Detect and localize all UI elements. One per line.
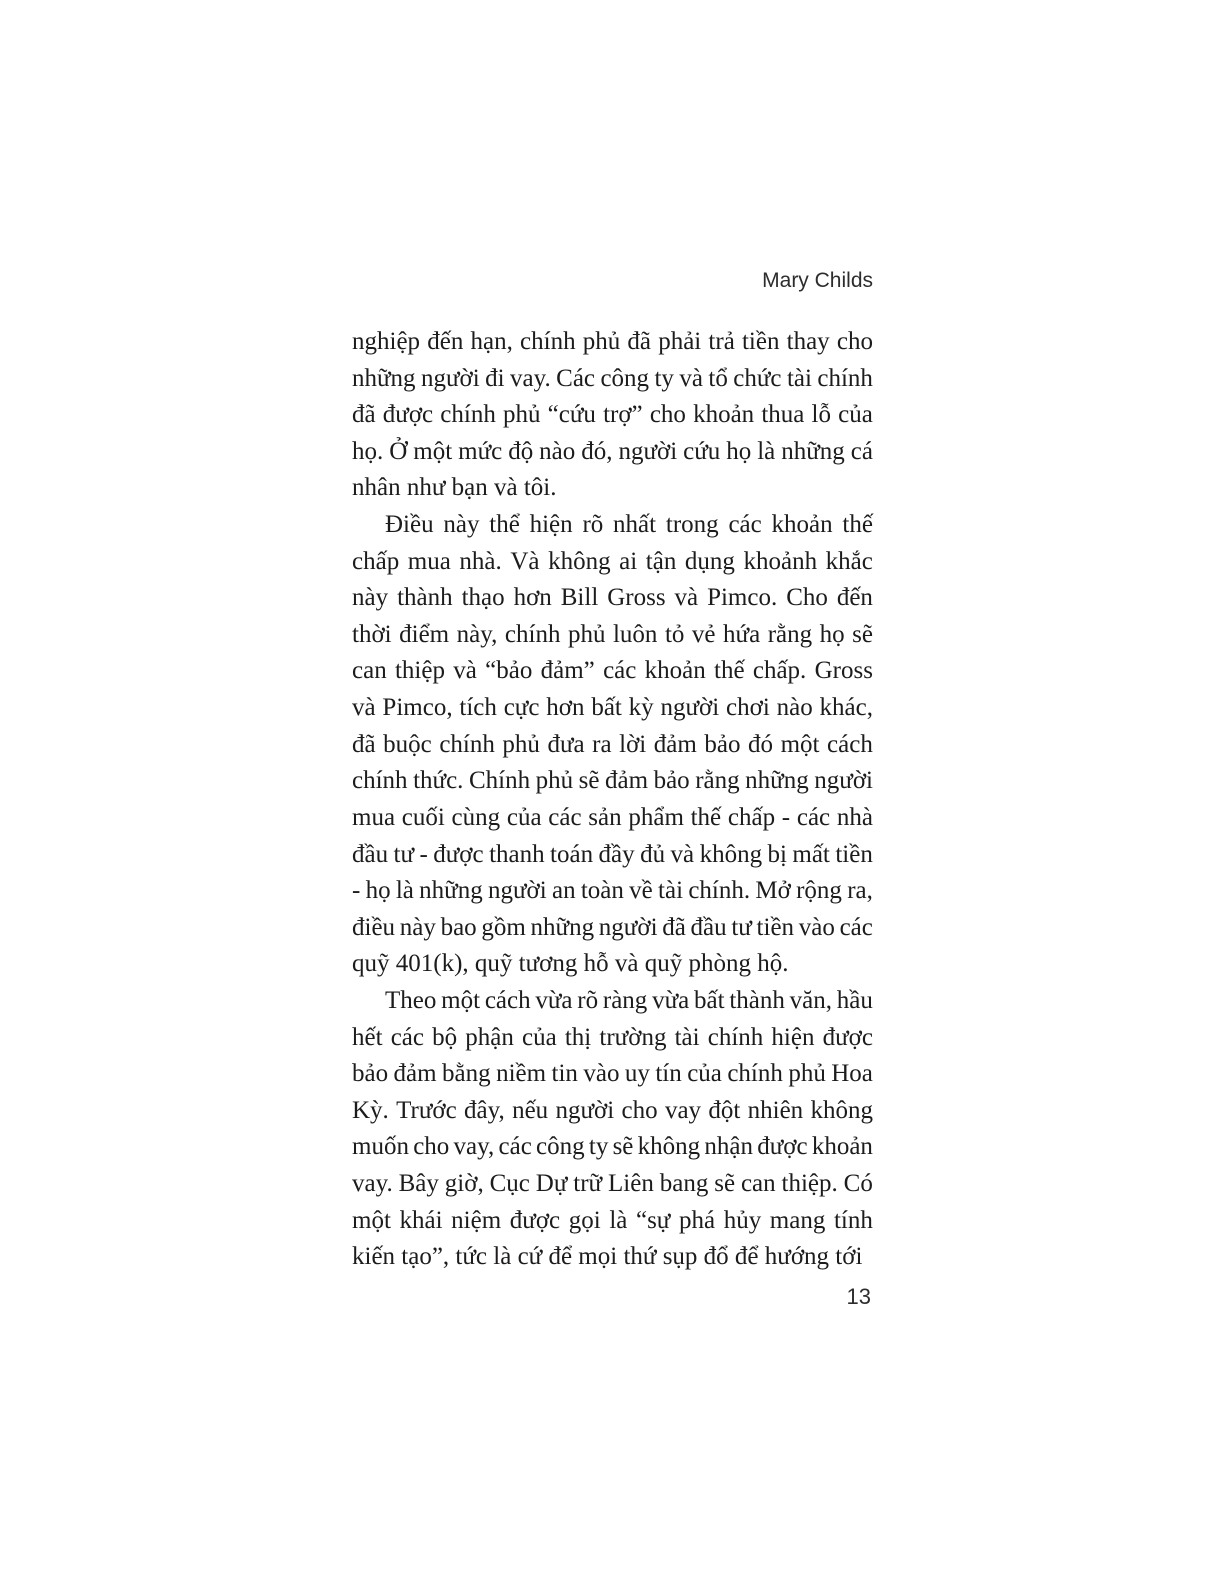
- running-header: [762, 269, 873, 293]
- text-line: thời điểm này, chính phủ luôn tỏ vẻ hứa rằng họ sẽ: [352, 620, 873, 648]
- text-line: Điều này thể hiện rõ nhất trong các khoản thế: [385, 511, 873, 539]
- text-line: nghiệp đến hạn, chính phủ đã phải trả tiền thay cho: [352, 328, 873, 355]
- paragraph: [352, 983, 873, 1276]
- text-line: hết các bộ phận của thị trường tài chính hiện được: [352, 1023, 873, 1051]
- text-line: muốn cho vay, các công ty sẽ không nhận được khoản: [352, 1133, 873, 1161]
- text-line: một khái niệm được gọi là “sự phá hủy mang tính: [352, 1206, 873, 1234]
- text-line: bảo đảm bằng niềm tin vào uy tín của chính phủ Hoa: [352, 1060, 873, 1088]
- text-line: những người đi vay. Các công ty và tổ chức tài chính: [352, 364, 873, 392]
- body-text: [352, 324, 873, 1276]
- text-line: can thiệp và “bảo đảm” các khoản thế chấp. Gross: [352, 657, 873, 685]
- paragraph: [352, 507, 873, 983]
- text-line: Kỳ. Trước đây, nếu người cho vay đột nhiên không: [352, 1096, 873, 1124]
- text-line: này thành thạo hơn Bill Gross và Pimco. Cho đến: [352, 584, 873, 612]
- text-line: và Pimco, tích cực hơn bất kỳ người chơi nào khác,: [352, 694, 873, 722]
- text-line: nhân như bạn và tôi.: [352, 474, 557, 502]
- text-line: đầu tư - được thanh toán đầy đủ và không bị mất tiền: [352, 840, 873, 868]
- running-header-author: Mary Childs: [762, 269, 873, 292]
- paragraph: [352, 324, 873, 507]
- text-line: đã được chính phủ “cứu trợ” cho khoản thua lỗ của: [352, 401, 873, 429]
- text-line: chấp mua nhà. Và không ai tận dụng khoảnh khắc: [352, 547, 873, 575]
- text-line: vay. Bây giờ, Cục Dự trữ Liên bang sẽ can thiệp. Có: [352, 1170, 873, 1198]
- text-line: điều này bao gồm những người đã đầu tư tiền vào các: [352, 913, 873, 941]
- page-number: 13: [846, 1284, 871, 1309]
- text-line: kiến tạo”, tức là cứ để mọi thứ sụp đổ để hướng tới: [352, 1243, 863, 1271]
- text-line: chính thức. Chính phủ sẽ đảm bảo rằng những người: [352, 767, 873, 795]
- text-line: - họ là những người an toàn về tài chính. Mở rộng ra,: [352, 877, 873, 905]
- text-line: mua cuối cùng của các sản phẩm thế chấp - các nhà: [352, 803, 873, 831]
- text-line: đã buộc chính phủ đưa ra lời đảm bảo đó một cách: [352, 730, 873, 758]
- text-line: họ. Ở một mức độ nào đó, người cứu họ là những cá: [352, 437, 873, 465]
- text-line: quỹ 401(k), quỹ tương hỗ và quỹ phòng hộ.: [352, 950, 789, 978]
- text-line: Theo một cách vừa rõ ràng vừa bất thành văn, hầu: [385, 986, 873, 1014]
